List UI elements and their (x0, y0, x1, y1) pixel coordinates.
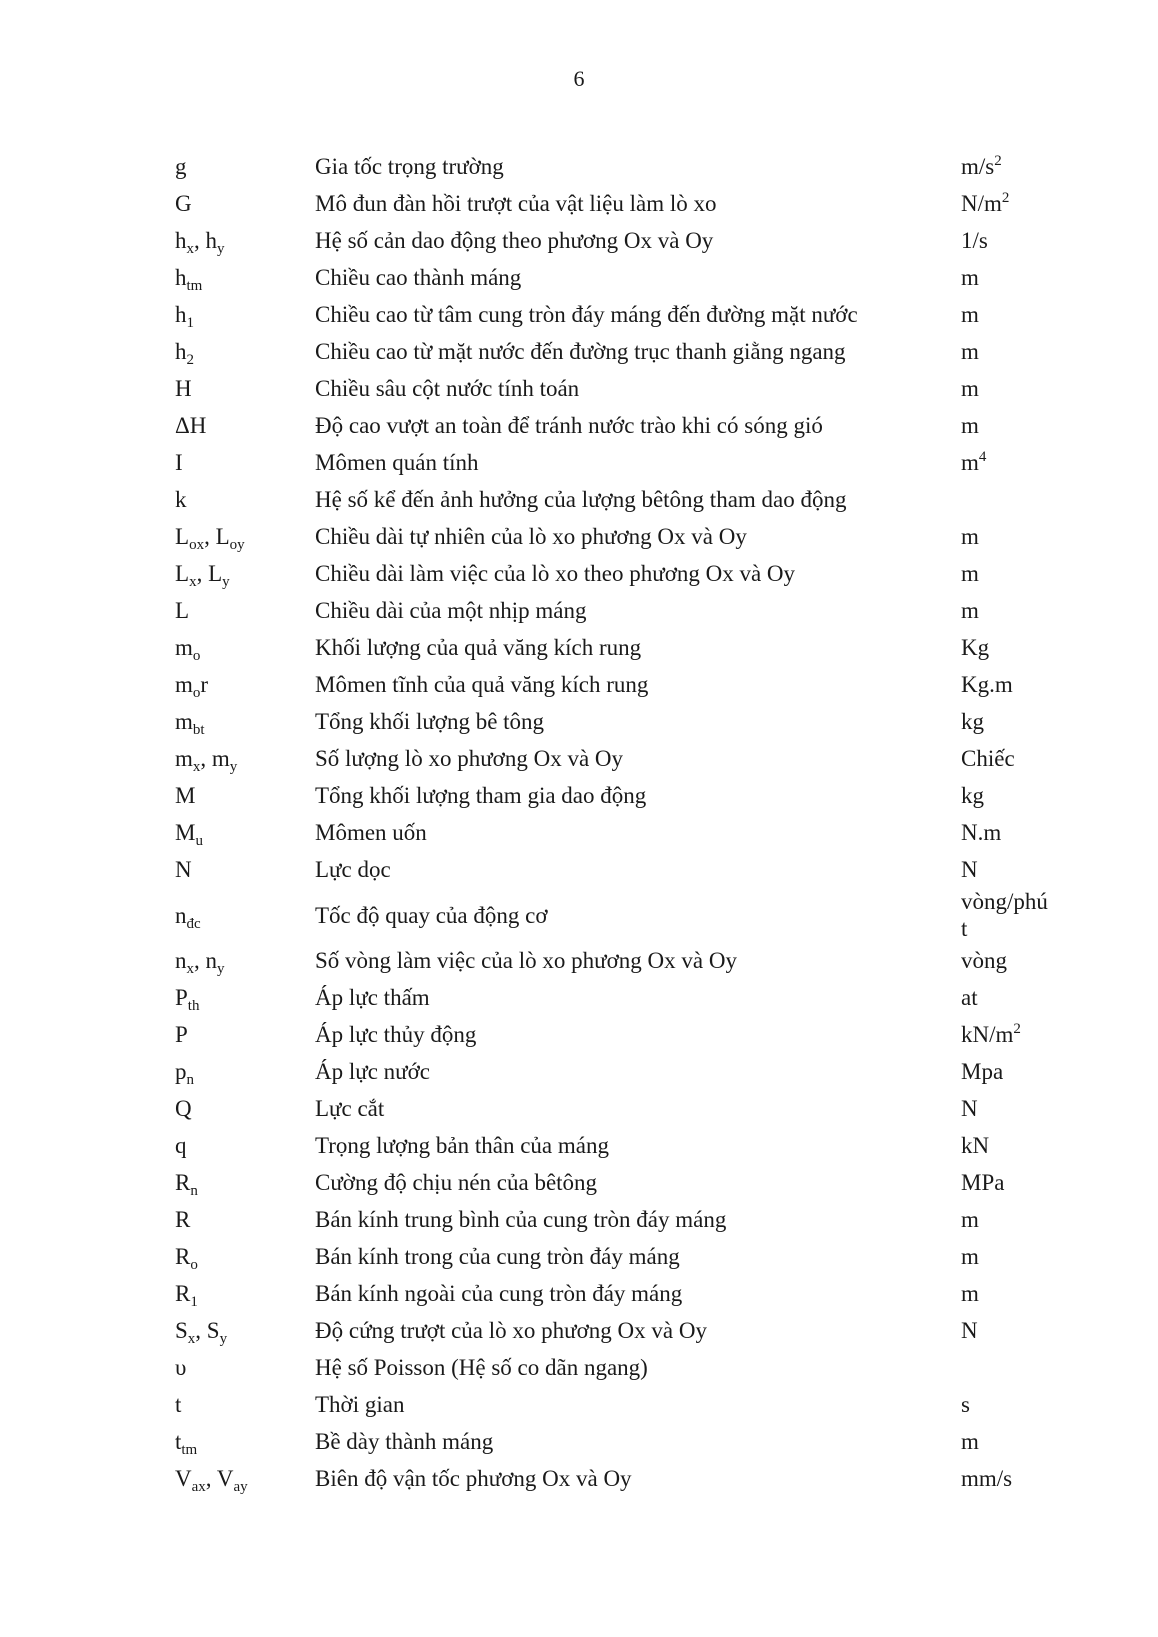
unit-cell (961, 1312, 1075, 1349)
unit-cell (961, 1460, 1075, 1497)
description-cell: Bán kính ngoài của cung tròn đáy máng (315, 1281, 683, 1306)
unit-cell (961, 1238, 1075, 1275)
symbol-cell (175, 777, 315, 814)
symbol-cell (175, 1090, 315, 1127)
table-row (175, 1201, 1075, 1238)
description-cell: Hệ số Poisson (Hệ số co dãn ngang) (315, 1355, 648, 1380)
description-cell: Mô đun đàn hồi trượt của vật liệu làm lò xo (315, 191, 717, 216)
description-cell: Hệ số cản dao động theo phương Ox và Oy (315, 228, 714, 253)
symbol-cell (175, 814, 315, 851)
text-part: H (175, 376, 192, 401)
subscript: ox (189, 537, 205, 553)
symbol-cell (175, 185, 315, 222)
subscript: bt (192, 722, 205, 738)
description-cell: Tổng khối lượng tham gia dao động (315, 783, 647, 808)
table-row (175, 888, 1075, 942)
table-row (175, 296, 1075, 333)
unit-cell (961, 444, 1075, 481)
unit-cell (961, 370, 1075, 407)
text-part: h (175, 228, 187, 253)
text-part: S (175, 1318, 188, 1343)
text-part: kN/m (961, 1022, 1014, 1047)
table-row (175, 851, 1075, 888)
symbol-cell (175, 518, 315, 555)
table-row (175, 518, 1075, 555)
subscript: x (187, 1331, 196, 1347)
text-part: m (175, 635, 193, 660)
table-row (175, 740, 1075, 777)
text-part: R (175, 1207, 191, 1232)
table-row (175, 1386, 1075, 1423)
table-row (175, 1164, 1075, 1201)
text-part: n (175, 902, 187, 928)
text-part: 1/s (961, 228, 988, 253)
unit-cell (961, 296, 1075, 333)
symbol-cell (175, 1460, 315, 1497)
description-cell: Bề dày thành máng (315, 1429, 494, 1454)
text-part: N (961, 1096, 978, 1121)
description-cell: Chiều cao từ mặt nước đến đường trục thanh giằng ngang (315, 339, 846, 364)
symbol-cell (175, 1127, 315, 1164)
text-part: G (175, 191, 192, 216)
table-row (175, 666, 1075, 703)
unit-cell (961, 629, 1075, 666)
subscript: ax (191, 1479, 206, 1495)
table-row (175, 777, 1075, 814)
table-row (175, 629, 1075, 666)
symbol-cell (175, 979, 315, 1016)
text-part: m (175, 672, 193, 697)
description-cell: Chiều cao thành máng (315, 265, 522, 290)
unit-cell (961, 222, 1075, 259)
text-part: m (961, 1244, 979, 1269)
text-part: , V (205, 1466, 234, 1491)
table-row (175, 814, 1075, 851)
symbol-cell (175, 222, 315, 259)
superscript: 2 (1001, 190, 1010, 206)
unit-cell (961, 1090, 1075, 1127)
text-part: , m (200, 746, 230, 771)
subscript: y (217, 961, 225, 977)
text-part: , L (196, 561, 223, 586)
text-part: m (961, 413, 979, 438)
description-cell: Khối lượng của quả văng kích rung (315, 635, 642, 660)
text-part: p (175, 1059, 187, 1084)
text-part: M (175, 783, 196, 808)
description-cell: Cường độ chịu nén của bêtông (315, 1170, 598, 1195)
description-cell: Hệ số kể đến ảnh hưởng của lượng bêtông tham dao động (315, 487, 847, 512)
text-part: vòng (961, 948, 1007, 973)
table-row (175, 1238, 1075, 1275)
text-part: mm/s (961, 1466, 1013, 1491)
subscript: o (192, 685, 201, 701)
unit-cell (961, 1349, 1075, 1386)
subscript: y (222, 574, 230, 590)
text-part: Chiếc (961, 746, 1015, 771)
text-part: R (175, 1244, 191, 1269)
text-part: N.m (961, 820, 1002, 845)
unit-cell (961, 518, 1075, 555)
table-row (175, 407, 1075, 444)
table-row (175, 1349, 1075, 1386)
text-part: R (175, 1170, 191, 1195)
text-part: N (175, 857, 192, 882)
symbol-cell (175, 296, 315, 333)
subscript: x (192, 759, 201, 775)
text-part: r (200, 672, 209, 697)
text-part: m (961, 1281, 979, 1306)
text-part: υ (175, 1355, 187, 1380)
description-cell: Độ cao vượt an toàn để tránh nước trào khi có sóng gió (315, 413, 823, 438)
text-part: Kg (961, 635, 990, 660)
text-part: k (175, 487, 187, 512)
text-part: vòng/phú (961, 889, 1048, 914)
text-part: L (175, 524, 190, 549)
symbol-cell (175, 407, 315, 444)
symbol-cell (175, 333, 315, 370)
subscript: o (192, 648, 201, 664)
superscript: 2 (1013, 1021, 1021, 1037)
symbol-cell (175, 740, 315, 777)
description-cell: Bán kính trung bình của cung tròn đáy máng (315, 1207, 727, 1232)
table-row (175, 1275, 1075, 1312)
table-row (175, 370, 1075, 407)
unit-cell (961, 1386, 1075, 1423)
unit-cell (961, 1423, 1075, 1460)
description-cell: Lực dọc (315, 857, 391, 882)
symbol-cell (175, 629, 315, 666)
subscript: đc (186, 915, 201, 932)
subscript: 1 (186, 315, 194, 331)
description-cell: Mômen tĩnh của quả văng kích rung (315, 672, 649, 697)
text-part: t (961, 916, 968, 941)
unit-cell (961, 979, 1075, 1016)
table-row (175, 444, 1075, 481)
text-part: m (961, 1207, 979, 1232)
symbol-cell (175, 1201, 315, 1238)
subscript: n (190, 1183, 198, 1199)
symbol-cell (175, 703, 315, 740)
text-part: V (175, 1466, 192, 1491)
symbol-cell (175, 259, 315, 296)
symbol-cell (175, 1053, 315, 1090)
description-cell: Mômen uốn (315, 820, 427, 845)
subscript: x (186, 961, 194, 977)
text-part: h (175, 302, 187, 327)
table-row (175, 979, 1075, 1016)
table-row (175, 1127, 1075, 1164)
table-row (175, 1053, 1075, 1090)
unit-cell (961, 407, 1075, 444)
symbol-cell (175, 444, 315, 481)
subscript: oy (229, 537, 245, 553)
text-part: kg (961, 709, 984, 734)
symbol-cell (175, 666, 315, 703)
description-cell: Chiều dài làm việc của lò xo theo phương Ox và Oy (315, 561, 796, 586)
unit-cell (961, 814, 1075, 851)
text-part: m (961, 265, 979, 290)
symbol-cell (175, 1164, 315, 1201)
subscript: tm (181, 1442, 198, 1458)
unit-cell (961, 1053, 1075, 1090)
text-part: m (961, 302, 979, 327)
unit-cell (961, 777, 1075, 814)
table-row (175, 222, 1075, 259)
description-cell: Trọng lượng bản thân của máng (315, 1133, 609, 1158)
subscript: y (229, 759, 238, 775)
description-cell: Chiều cao từ tâm cung tròn đáy máng đến đường mặt nước (315, 302, 858, 327)
description-cell: Độ cứng trượt của lò xo phương Ox và Oy (315, 1318, 707, 1343)
text-part: Q (175, 1096, 192, 1121)
text-part: s (961, 1392, 970, 1417)
unit-cell (961, 333, 1075, 370)
table-row (175, 592, 1075, 629)
unit-cell (961, 666, 1075, 703)
page-number: 6 (573, 66, 585, 91)
text-part: Kg.m (961, 672, 1013, 697)
description-cell: Mômen quán tính (315, 450, 479, 475)
description-cell: Lực cắt (315, 1096, 385, 1121)
unit-cell (961, 851, 1075, 888)
subscript: y (217, 241, 225, 257)
text-part: P (175, 1022, 188, 1047)
symbol-cell (175, 1349, 315, 1386)
text-part: q (175, 1133, 187, 1158)
subscript: u (195, 833, 203, 849)
text-part: m (175, 746, 193, 771)
symbol-cell (175, 148, 315, 185)
symbol-cell (175, 1386, 315, 1423)
unit-cell (961, 185, 1075, 222)
symbol-cell (175, 1423, 315, 1460)
symbol-cell (175, 592, 315, 629)
subscript: o (190, 1257, 198, 1273)
symbol-cell (175, 1238, 315, 1275)
table-row (175, 555, 1075, 592)
symbol-cell (175, 1312, 315, 1349)
description-cell: Chiều dài của một nhịp máng (315, 598, 587, 623)
text-part: N/m (961, 191, 1002, 216)
unit-cell (961, 740, 1075, 777)
symbol-cell (175, 555, 315, 592)
description-cell: Áp lực thấm (315, 985, 430, 1010)
symbol-cell (175, 888, 315, 942)
text-part: m (961, 561, 979, 586)
subscript: 2 (186, 352, 194, 368)
description-cell: Bán kính trong của cung tròn đáy máng (315, 1244, 680, 1269)
description-cell: Áp lực nước (315, 1059, 431, 1084)
symbol-cell (175, 942, 315, 979)
table-row (175, 185, 1075, 222)
subscript: y (219, 1331, 228, 1347)
unit-cell (961, 1127, 1075, 1164)
symbol-cell (175, 851, 315, 888)
description-cell: Gia tốc trọng trường (315, 154, 504, 179)
subscript: th (187, 998, 200, 1014)
description-cell: Thời gian (315, 1392, 405, 1417)
subscript: n (186, 1072, 194, 1088)
text-part: m (961, 339, 979, 364)
text-part: kN (961, 1133, 990, 1158)
table-row (175, 333, 1075, 370)
text-part: t (175, 1429, 182, 1454)
description-cell: Biên độ vận tốc phương Ox và Oy (315, 1466, 632, 1491)
text-part: m (175, 709, 193, 734)
text-part: h (175, 265, 187, 290)
unit-cell (961, 1164, 1075, 1201)
unit-cell (961, 942, 1075, 979)
symbol-cell (175, 1016, 315, 1053)
text-part: t (175, 1392, 182, 1417)
text-part: m (961, 1429, 979, 1454)
subscript: ay (233, 1479, 248, 1495)
superscript: 4 (978, 449, 987, 465)
table-row (175, 259, 1075, 296)
text-part: L (175, 561, 190, 586)
description-cell: Tốc độ quay của động cơ (315, 902, 548, 928)
description-cell: Số lượng lò xo phương Ox và Oy (315, 746, 624, 771)
superscript: 2 (994, 153, 1002, 169)
description-cell: Chiều sâu cột nước tính toán (315, 376, 580, 401)
symbol-cell (175, 370, 315, 407)
unit-cell (961, 1275, 1075, 1312)
text-part: m/s (961, 154, 995, 179)
subscript: 1 (190, 1294, 198, 1310)
subscript: x (189, 574, 197, 590)
text-part: , L (204, 524, 230, 549)
text-part: m (961, 450, 979, 475)
description-cell: Chiều dài tự nhiên của lò xo phương Ox và Oy (315, 524, 747, 549)
text-part: MPa (961, 1170, 1005, 1195)
unit-cell (961, 1201, 1075, 1238)
text-part: R (175, 1281, 191, 1306)
table-row (175, 481, 1075, 518)
symbol-cell (175, 481, 315, 518)
text-part: , n (194, 948, 217, 973)
text-part: m (961, 376, 979, 401)
text-part: L (175, 598, 190, 623)
table-row (175, 1423, 1075, 1460)
table-row (175, 148, 1075, 185)
table-row (175, 1090, 1075, 1127)
text-part: n (175, 948, 187, 973)
text-part: h (175, 339, 187, 364)
table-row (175, 703, 1075, 740)
text-part: , S (195, 1318, 220, 1343)
text-part: m (961, 598, 979, 623)
text-part: Mpa (961, 1059, 1004, 1084)
table-row (175, 942, 1075, 979)
unit-cell (961, 703, 1075, 740)
subscript: tm (186, 278, 203, 294)
text-part: N (961, 1318, 978, 1343)
text-part: g (175, 154, 187, 179)
description-cell: Tổng khối lượng bê tông (315, 709, 545, 734)
text-part: M (175, 820, 196, 845)
unit-cell (961, 1016, 1075, 1053)
unit-cell (961, 555, 1075, 592)
unit-cell (961, 259, 1075, 296)
text-part: P (175, 985, 188, 1010)
text-part: kg (961, 783, 984, 808)
unit-cell (961, 148, 1075, 185)
table-row (175, 1016, 1075, 1053)
text-part: , h (194, 228, 217, 253)
table-row (175, 1312, 1075, 1349)
table-row (175, 1460, 1075, 1497)
text-part: N (961, 857, 978, 882)
symbol-cell (175, 1275, 315, 1312)
text-part: I (175, 450, 183, 475)
symbol-table (175, 148, 1075, 1497)
description-cell: Số vòng làm việc của lò xo phương Ox và Oy (315, 948, 737, 973)
text-part: at (961, 985, 978, 1010)
unit-cell (961, 481, 1075, 518)
text-part: ΔH (175, 413, 207, 438)
text-part: m (961, 524, 979, 549)
unit-cell (961, 592, 1075, 629)
subscript: x (186, 241, 194, 257)
unit-cell (961, 888, 1075, 942)
description-cell: Áp lực thủy động (315, 1022, 477, 1047)
